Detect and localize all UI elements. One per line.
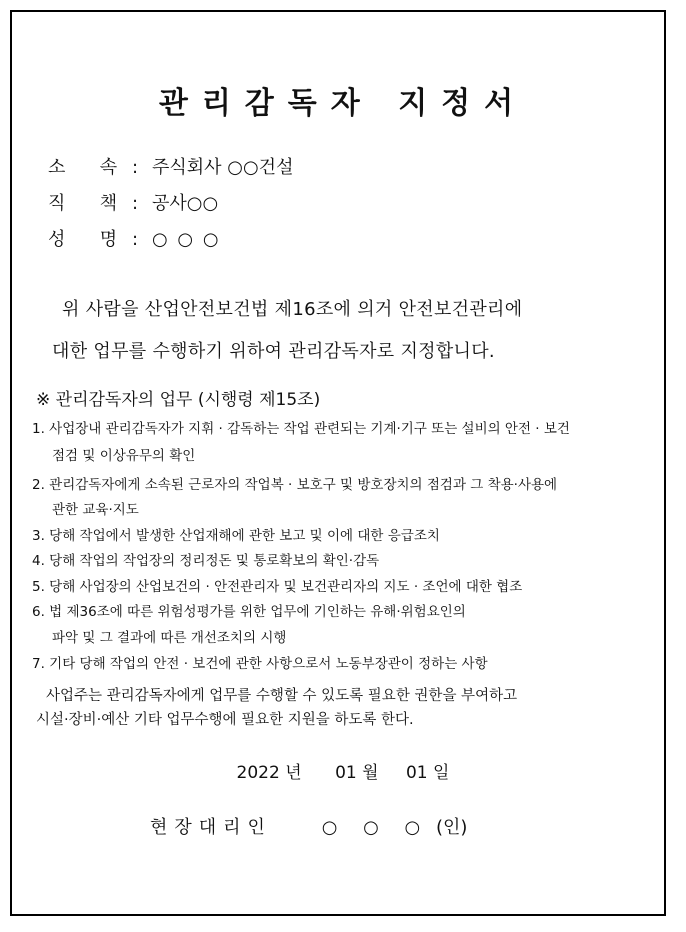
field-value: ○ ○ ○ [152, 229, 221, 250]
signature-seal: (인) [435, 817, 468, 838]
document-title: 관리감독자 지정서 [158, 86, 528, 121]
signature-name: ○ ○ ○ [321, 817, 431, 838]
duty-item: 1. 사업장내 관리감독자가 지휘 · 감독하는 작업 관련되는 기계·기구 또는 설비의 안전 · 보건 [32, 421, 570, 437]
duties-heading: ※ 관리감독자의 업무 (시행령 제15조) [36, 390, 321, 410]
closing-line-2: 시설·장비·예산 기타 업무수행에 필요한 지원을 하도록 한다. [36, 712, 414, 728]
duty-item-continued: 파악 및 그 결과에 따른 개선조치의 시행 [52, 630, 287, 646]
date-day-unit: 일 [433, 763, 450, 783]
field-value: 주식회사 ○○건설 [152, 157, 294, 178]
duty-item: 4. 당해 작업의 작업장의 정리정돈 및 통로확보의 확인·감독 [32, 553, 380, 569]
field-label: 직 책 [48, 193, 118, 214]
duty-item: 6. 법 제36조에 따른 위험성평가를 위한 업무에 기인하는 유해·위험요인의 [32, 604, 466, 620]
duty-item-continued: 관한 교육·지도 [52, 502, 139, 518]
signature-line [150, 813, 467, 839]
date-year: 2022 [236, 763, 280, 783]
date-month: 01 [335, 763, 357, 783]
issue-date [0, 758, 686, 783]
duty-item-continued: 점검 및 이상유무의 확인 [52, 448, 196, 464]
duty-item: 7. 기타 당해 작업의 안전 · 보건에 관한 사항으로서 노동부장관이 정하는 사항 [32, 656, 488, 672]
duty-item: 5. 당해 사업장의 산업보건의 · 안전관리자 및 보건관리자의 지도 · 조언에 대한 협조 [32, 579, 523, 595]
statement-line-1: 위 사람을 산업안전보건법 제16조에 의거 안전보건관리에 [62, 299, 523, 320]
field-name: 성 명 : ○ ○ ○ [48, 225, 221, 251]
date-day: 01 [405, 763, 428, 783]
duty-item: 3. 당해 작업에서 발생한 산업재해에 관한 보고 및 이에 대한 응급조치 [32, 528, 440, 544]
field-affiliation: 소 속 : 주식회사 ○○건설 [48, 153, 293, 179]
date-month-unit: 월 [362, 763, 379, 783]
field-value: 공사○○ [152, 193, 219, 214]
field-label: 성 명 [48, 229, 118, 250]
closing-line-1: 사업주는 관리감독자에게 업무를 수행할 수 있도록 필요한 권한을 부여하고 [46, 688, 518, 704]
field-label: 소 속 [48, 157, 118, 178]
field-position: 직 책 : 공사○○ [48, 189, 218, 215]
date-year-unit: 년 [285, 763, 302, 783]
statement-line-2: 대한 업무를 수행하기 위하여 관리감독자로 지정합니다. [52, 341, 495, 362]
signature-label: 현장대리인 [150, 817, 272, 838]
duty-item: 2. 관리감독자에게 소속된 근로자의 작업복 · 보호구 및 방호장치의 점검과 그 착용·사용에 [32, 477, 558, 493]
